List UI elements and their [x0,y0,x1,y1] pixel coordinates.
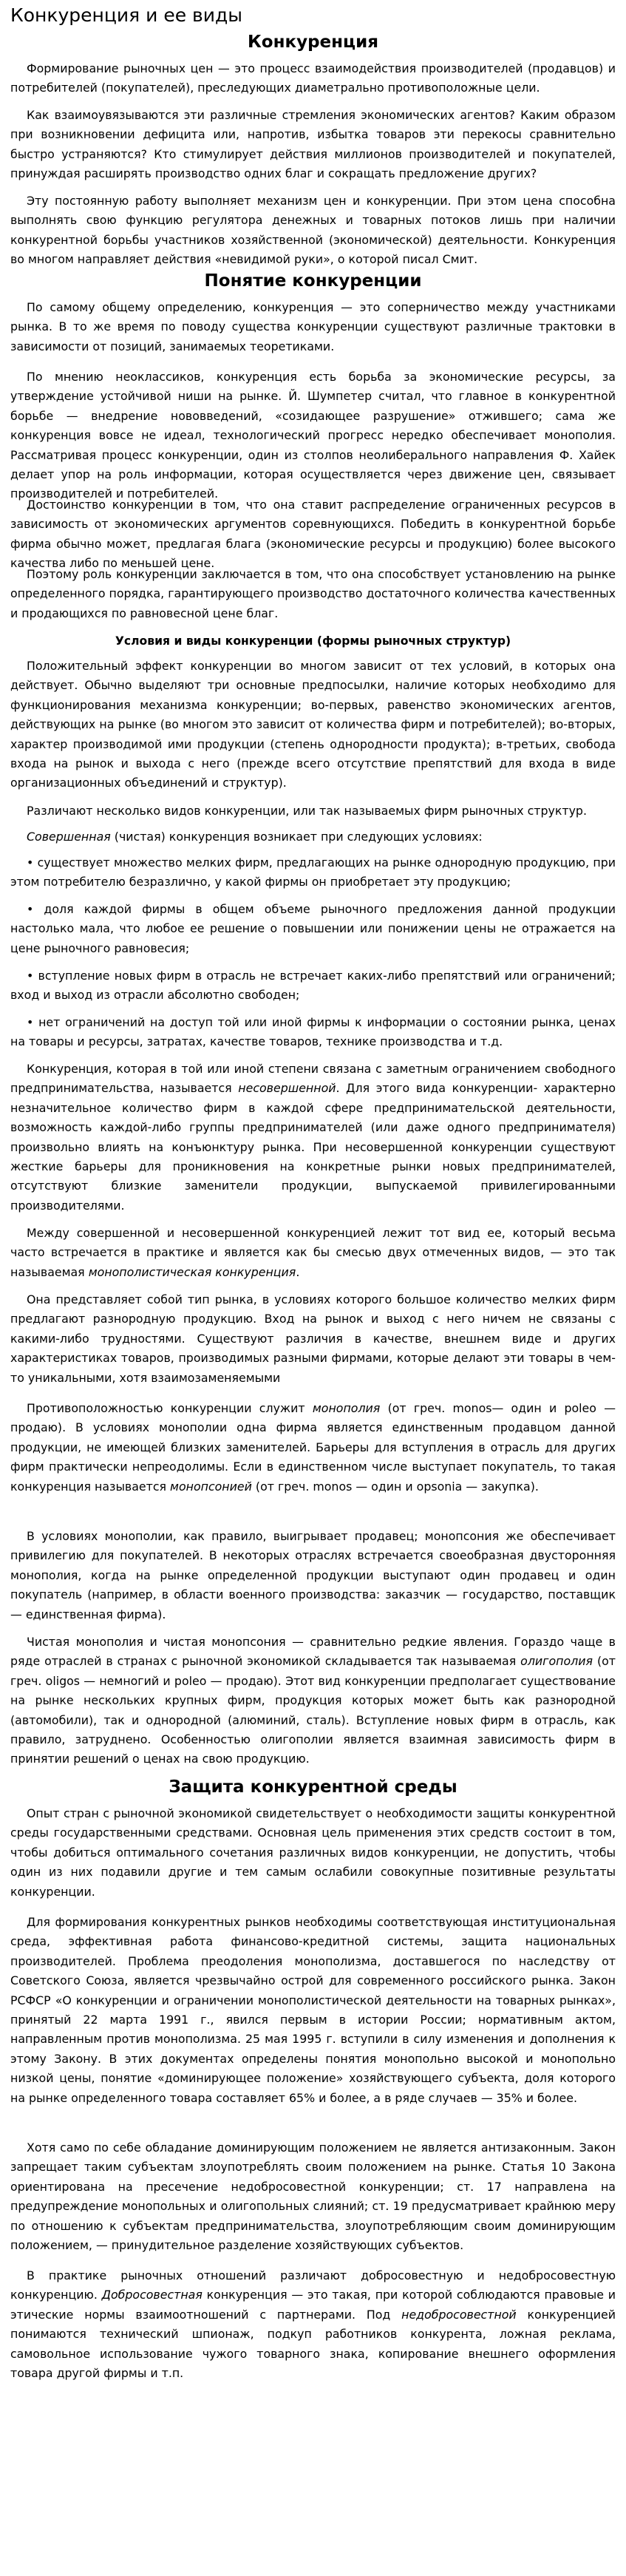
paragraph: Поэтому роль конкуренции заключается в том, что она способствует установлению на рынке определенного порядка, гарантирующего производство достаточного количества качественных и продающихся по равновесной цене благ. [10,567,616,620]
subsection-heading-usloviya: Условия и виды конкуренции (формы рыночных структур) [115,634,511,648]
paragraph: Между совершенной и несовершенной конкуренцией лежит тот вид ее, который весьма часто встречается в практике и является как бы смесью двух отмеченных видов, — это так называемая монополистическая конкуренция. [10,1226,616,1279]
paragraph: Различают несколько видов конкуренции, или так называемых фирм рыночных структур. [27,804,587,818]
list-item: • нет ограничений на доступ той или иной фирмы к информации о состоянии рынка, ценах на товары и ресурсы, затратах, качестве товаров, технике производства и т.д. [10,1015,616,1049]
emphasis-term: недобросовестной [401,2307,517,2322]
list-item: • доля каждой фирмы в общем объеме рыночного предложения данной продукции настолько мала, что любое ее решение о повышении или понижении цены не отражается на цене рыночного равновесия; [10,902,616,955]
paragraph: В практике рыночных отношений различают добросовестную и недобросовестную конкуренцию. Добросовестная конкуренция — это такая, при которой соблюдаются правовые и этические нормы взаимоотношений с партнерами. Под недобросовестной конкуренцией понимаются технический шпионаж, подкуп работников конкурента, ложная реклама, самовольное использование чужого товарного знака, копирование внешнего оформления товара другой фирмы и т.п. [10,2268,616,2381]
paragraph: Противоположностью конкуренции служит монополия (от греч. monos— один и poleo — продаю). В условиях монополии одна фирма является единственным продавцом данной продукции, не имеющей близких заменителей. Барьеры для вступления в отрасль для других фирм практически непреодолимы. Если в единственном числе выступает покупатель, то такая конкуренция называется монопсонией (от греч. monos — один и opsonia — закупка). [10,1401,616,1494]
list-item: • вступление новых фирм в отрасль не встречает каких-либо препятствий или ограничений; вход и выход из отрасли абсолютно свободен; [10,969,616,1003]
emphasis-term: Добросовестная [101,2288,203,2302]
paragraph: Формирование рыночных цен — это процесс взаимодействия производителей (продавцов) и потребителей (покупателей), преследующих диаметрально противоположные цели. [10,61,616,95]
paragraph: Хотя само по себе обладание доминирующим положением не является антизаконным. Закон запрещает таким субъектам злоупотреблять своим положением на рынке. Статья 10 Закона ориентирована на пресечение недобросовестной конкуренции; ст. 17 направлена на предупреждение монопольных и олигопольных слияний; ст. 19 предусматривает крайнюю меру по отношению к субъектам предпринимательства, злоупотребляющим своим доминирующим положением, — принудительное разделение хозяйствующих субъектов. [10,2141,616,2253]
emphasis-term: несовершенной [238,1081,336,1096]
paragraph: Положительный эффект конкуренции во многом зависит от тех условий, в которых она действует. Обычно выделяют три основные предпосылки, наличие которых необходимо для функционирования механизма конкуренции; во-первых, равенство экономических агентов, действующих на рынке (во многом это зависит от количества фирм и потребителей); во-вторых, характер производимой ими продукции (степень однородности продукта); в-третьих, свобода входа на рынок и выхода с него (прежде всего отсутствие препятствий для входа в виде организационных объединений и структур). [10,659,616,790]
emphasis-term: Совершенная [27,830,111,844]
emphasis-term: монопсонией [170,1479,252,1494]
paragraph: Как взаимоувязываются эти различные стремления экономических агентов? Каким образом при возникновении дефицита или, напротив, избытка товаров эти перекосы сравнительно быстро устраняются? Кто стимулирует действия миллионов производителей и покупателей, принуждая расширять производство одних благ и сокращать предложение других? [10,108,616,181]
page-title: Конкуренция и ее виды [10,4,243,26]
paragraph: Опыт стран с рыночной экономикой свидетельствует о необходимости защиты конкурентной среды государственными средствами. Основная цель применения этих средств состоит в том, чтобы добиться оптимального сочетания различных видов конкуренции, не допустить, чтобы один из них подавили другие и тем самым ослабили совокупные позитивные результаты конкуренции. [10,1806,616,1899]
paragraph: Для формирования конкурентных рынков необходимы соответствующая институциональная среда, эффективная работа финансово-кредитной системы, защита национальных производителей. Проблема преодоления монополизма, доставшегося по наследству от Советского Союза, является чрезвычайно острой для современного российского рынка. Закон РСФСР «О конкуренции и ограничении монополистической деятельности на товарных рынках», принятый 22 марта 1991 г., явился первым в истории России; нормативным актом, направленным против монополизма. 25 мая 1995 г. вступили в силу изменения и дополнения к этому Закону. В этих документах определены понятия монопольно высокой и монопольно низкой цены, понятие «доминирующее положение» хозяйствующего субъекта, доля которого на рынке определенного товара составляет 65% и более, а в ряде случаев — 35% и более. [10,1915,616,2105]
paragraph: Конкуренция, которая в той или иной степени связана с заметным ограничением свободного предпринимательства, называется несовершенной. Для этого вида конкуренции- характерно незначительное количество фирм в каждой сфере предпринимательской деятельности, возможность каждой-либо группы предпринимателей (или даже одного предпринимателя) произвольно влиять на конъюнктуру рынка. При несовершенной конкуренции существуют жесткие барьеры для проникновения на конкретные рынки новых предпринимателей, отсутствуют близкие заменители продукции, выпускаемой привилегированными производителями. [10,1062,616,1213]
section-heading-konkurenciya: Конкуренция [248,33,378,52]
paragraph: Она представляет собой тип рынка, в условиях которого большое количество мелких фирм предлагают разнородную продукцию. Вход на рынок и выход с него ничем не связаны с какими-либо трудностями. Существуют различия в качестве, внешнем виде и других характеристиках товаров, производимых разными фирмами, которые делают эти товары в чем-то уникальными, хотя взаимозаменяемыми [10,1292,616,1385]
list-item: • существует множество мелких фирм, предлагающих на рынке однородную продукцию, при этом потребителю безразлично, у какой фирмы он приобретает эту продукцию; [10,855,616,889]
paragraph: В условиях монополии, как правило, выигрывает продавец; монопсония же обеспечивает привилегию для покупателей. В некоторых отраслях встречается своеобразная двусторонняя монополия, когда на рынке определенной продукции выступают один продавец и один покупатель (например, в области военного производства: заказчик — государство, поставщик — единственная фирма). [10,1529,616,1621]
section-heading-zaschita: Защита конкурентной среды [169,1777,457,1797]
paragraph: Совершенная (чистая) конкуренция возникает при следующих условиях: [27,830,483,844]
emphasis-term: олигополия [520,1654,593,1669]
section-heading-ponyatie: Понятие конкуренции [204,271,422,291]
paragraph: Чистая монополия и чистая монопсония — сравнительно редкие явления. Гораздо чаще в ряде отраслей в странах с рыночной экономикой складывается так называемая олигополия (от греч. oligos — немногий и poleo — продаю). Этот вид конкуренции предполагает существование на рынке нескольких крупных фирм, продукция которых может быть как разнородной (автомобили), так и однородной (алюминий, сталь). Вступление новых фирм в отрасль, как правило, затруднено. Особенностью олигополии является взаимная зависимость фирм в принятии решений о ценах на свою продукцию. [10,1635,616,1766]
paragraph: По мнению неоклассиков, конкуренция есть борьба за экономические ресурсы, за утверждение устойчивой ниши на рынке. Й. Шумпетер считал, что главное в конкурентной борьбе — внедрение нововведений, «созидающее разрушение» отжившего; сама же конкуренция вовсе не идеал, технологический прогресс нередко обеспечивает монополия. Рассматривая процесс конкуренции, один из столпов неолиберального направления Ф. Хайек делает упор на роль информации, которая осуществляется через движение цен, связывает производителей и потребителей. [10,370,616,501]
paragraph: По самому общему определению, конкуренция — это соперничество между участниками рынка. В то же время по поводу существа конкуренции существуют различные трактовки в зависимости от позиций, занимаемых теоретиками. [10,300,616,353]
paragraph: Достоинство конкуренции в том, что она ставит распределение ограниченных ресурсов в зависимость от экономических аргументов соревнующихся. Победить в конкурентной борьбе фирма обычно может, предлагая блага (экономические ресурсы и продукцию) более высокого качества либо по меньшей цене. [10,498,616,571]
emphasis-term: монополия [312,1401,381,1415]
emphasis-term: монополистическая конкуренция [88,1264,296,1279]
paragraph: Эту постоянную работу выполняет механизм цен и конкуренции. При этом цена способна выполнять свою функцию регулятора денежных и товарных потоков лишь при наличии конкурентной борьбы участников хозяйственной (экономической) деятельности. Конкуренция во многом направляет действия «невидимой руки», о которой писал Смит. [10,194,616,267]
